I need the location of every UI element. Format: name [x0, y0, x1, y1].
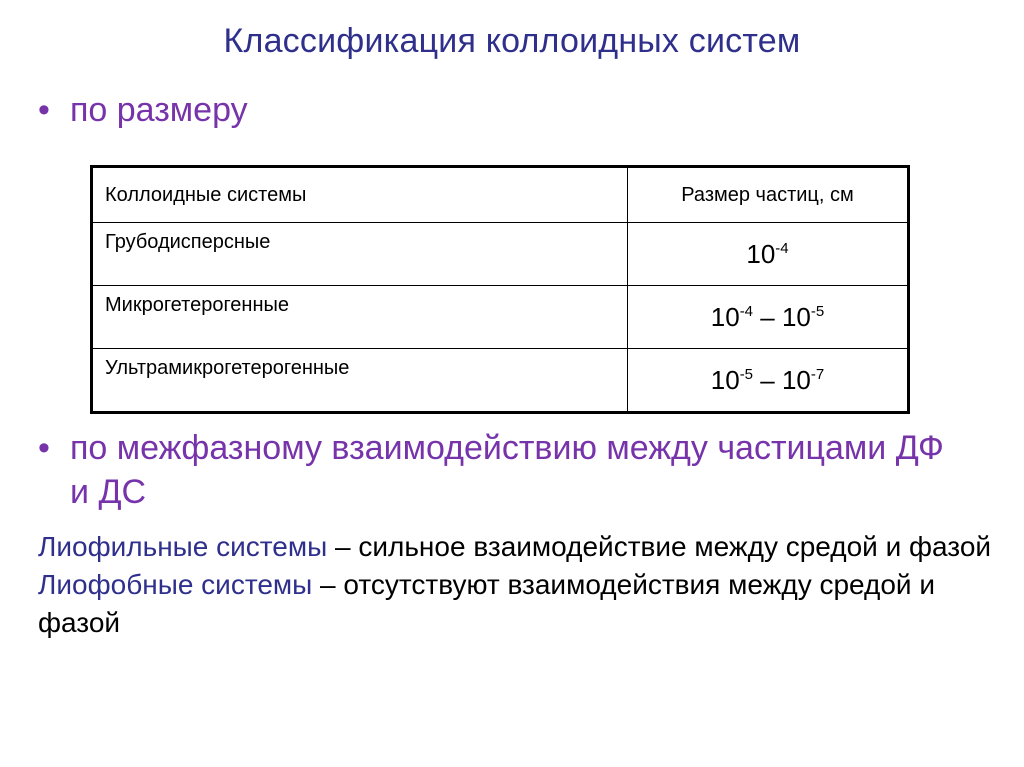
bullet-dot: •: [38, 429, 50, 467]
definition-lyophobic: [38, 566, 998, 642]
definition-term: Лиофильные системы: [38, 531, 328, 562]
bullet-by-size: [38, 88, 248, 132]
particle-size-table: [90, 165, 910, 414]
size-range-dash: –: [753, 364, 782, 395]
header-particle-size: Размер частиц, см: [628, 167, 909, 223]
size-exponent-1: -4: [775, 239, 789, 257]
row-particle-size: [628, 349, 909, 413]
definitions: [38, 528, 998, 642]
bullet-by-interaction: [38, 426, 998, 514]
bullet-text: по размеру: [70, 91, 248, 129]
row-particle-size: [628, 286, 909, 349]
size-base-1: 10: [746, 238, 776, 269]
size-range-dash: –: [753, 301, 782, 332]
table-header-row: [92, 167, 909, 223]
table-row: [92, 286, 909, 349]
definition-description: – сильное взаимодействие между средой и фазой: [327, 531, 992, 562]
row-system-name: Микрогетерогенные: [92, 286, 628, 349]
size-base-1: 10: [710, 364, 740, 395]
size-exponent-2: -5: [810, 302, 825, 320]
size-exponent-1: -4: [739, 302, 754, 320]
size-base-1: 10: [710, 301, 740, 332]
size-exponent-1: -5: [739, 365, 754, 383]
size-base-2: 10: [781, 301, 811, 332]
table-row: [92, 349, 909, 413]
bullet-text: по межфазному взаимодействию между частицами ДФ и ДС: [70, 429, 944, 511]
slide-title: Классификация коллоидных систем: [223, 22, 801, 60]
row-system-name: Ультрамикрогетерогенные: [92, 349, 628, 413]
table-row: [92, 223, 909, 286]
size-base-2: 10: [781, 364, 811, 395]
row-particle-size: [628, 223, 909, 286]
bullet-dot: •: [38, 91, 50, 129]
definition-term: Лиофобные системы: [38, 569, 313, 600]
definition-description: – отсутствуют взаимодействия между средой и фазой: [38, 569, 935, 638]
size-exponent-2: -7: [810, 365, 825, 383]
row-system-name: Грубодисперсные: [92, 223, 628, 286]
definition-lyophilic: [38, 528, 998, 566]
header-colloid-systems: Коллоидные системы: [92, 167, 628, 223]
